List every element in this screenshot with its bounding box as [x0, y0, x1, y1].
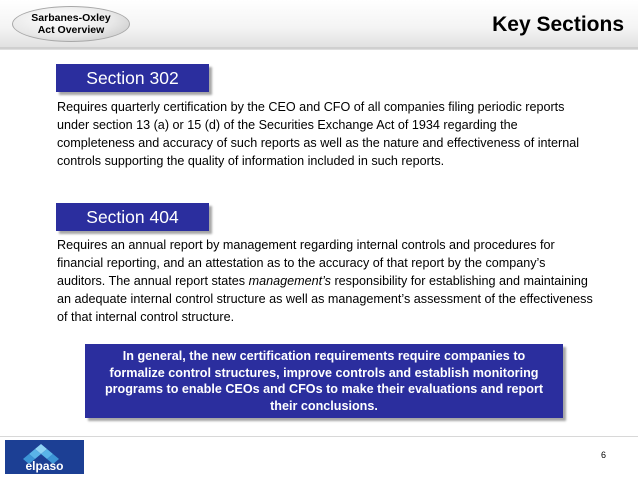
topic-badge [12, 6, 130, 42]
elpaso-logo-graphic [5, 440, 84, 474]
section-404-description [57, 236, 597, 326]
section-404-text-part1: Requires an annual report by management regarding internal controls and procedures for financial reporting, and an attestation as to the accuracy of that report by the company’s auditors. The annual report states [57, 238, 555, 288]
section-404-emphasis: management’s [248, 274, 331, 288]
header-divider [0, 47, 638, 49]
page-number: 6 [600, 450, 606, 460]
page-title: Key Sections [492, 13, 624, 36]
section-404-text-part2: responsibility for establishing and maintaining an adequate internal control structure as well as management’s assessment of the effectiveness of that internal control structure. [57, 274, 593, 324]
footer-divider [0, 436, 638, 437]
topic-badge-line1: Sarbanes-Oxley [31, 12, 111, 24]
section-302-tab: Section 302 [56, 64, 209, 92]
summary-callout: In general, the new certification requirements require companies to formalize control structures, improve controls and establish monitoring programs to enable CEOs and CFOs to make their evaluations and report their conclusions. [85, 344, 563, 418]
section-404-tab: Section 404 [56, 203, 209, 231]
elpaso-logo [5, 440, 84, 474]
section-302-description: Requires quarterly certification by the CEO and CFO of all companies filing periodic reports under section 13 (a) or 15 (d) of the Securities Exchange Act of 1934 regarding the completeness and accuracy of such reports as well as the nature and effectiveness of internal controls supporting the quality of information included in such reports. [57, 100, 580, 168]
elpaso-logo-text: elpaso [25, 459, 64, 473]
topic-badge-line2: Act Overview [37, 24, 105, 36]
